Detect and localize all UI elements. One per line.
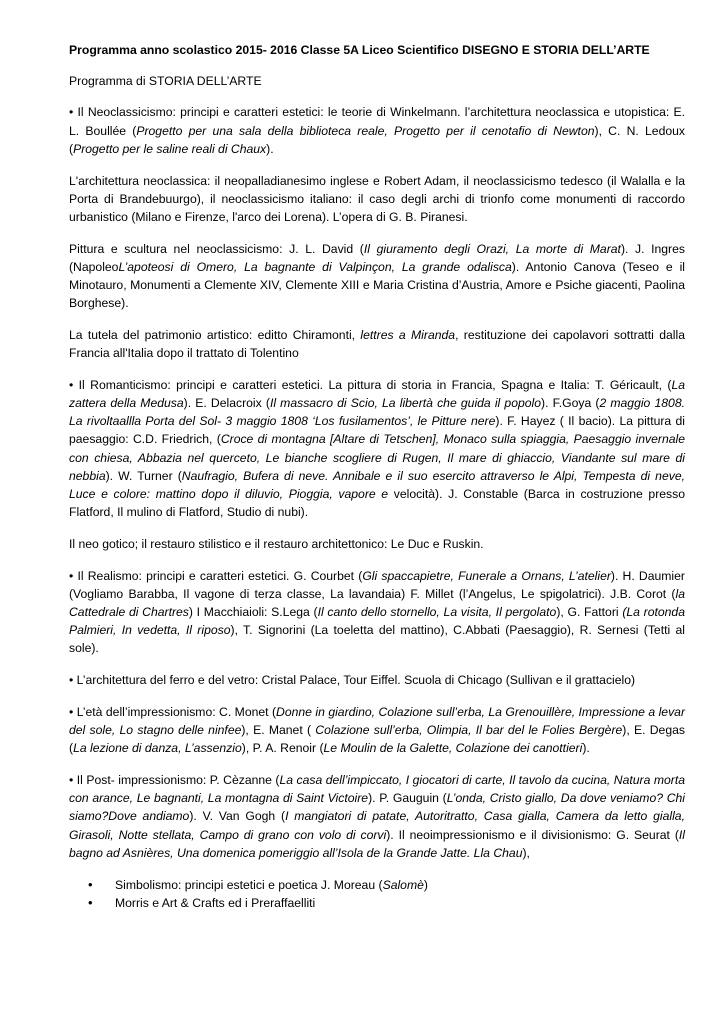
- paragraph-impressionismo: • L’età dell’impressionismo: C. Monet (Donne in giardino, Colazione sull’erba, La Grenouillère, Impressione a levar del sole, Lo stagno delle ninfee), E. Manet ( Colazione sull’erba, Olimpia, Il bar del le Folies Bergère), E. Degas (La lezione di danza, L’assenzio), P. A. Renoir (Le Moulin de la Galette, Colazione dei canottieri).: [69, 704, 685, 756]
- paragraph-neo-gotico: Il neo gotico; il restauro stilistico e il restauro architettonico: Le Duc e Ruskin.: [69, 536, 484, 551]
- paragraph-neoclassicismo: • Il Neoclassicismo: principi e caratteri estetici: le teorie di Winkelmann. l’architettura neoclassica e utopistica: E. L. Boullée (Progetto per una sala della biblioteca reale, Progetto per il cenotafio di Newton), C. N. Ledoux (Progetto per le saline reali di Chaux).: [69, 105, 685, 156]
- list-item: • Simbolismo: principi estetici e poetica J. Moreau (Salomè): [88, 876, 685, 894]
- paragraph-post-impressionismo: • Il Post- impressionismo: P. Cèzanne (La casa dell’impiccato, I giocatori di carte, Il tavolo da cucina, Natura morta con arance, Le bagnanti, La montagna di Saint Victoire). P. Gauguin (L’onda, Cristo giallo, Da dove veniamo? Chi siamo?Dove andiamo). V. Van Gogh (I mangiatori di patate, Autoritratto, Casa gialla, Camera da letto gialla, Girasoli, Notte stellata, Campo di grano con volo di corvi). Il neoimpressionismo e il divisionismo: G. Seurat (Il bagno ad Asnières, Una domenica pomeriggio all’Isola de la Grande Jatte. Lla Chau),: [69, 773, 686, 860]
- document-title: Programma anno scolastico 2015- 2016 Classe 5A Liceo Scientifico DISEGNO E STORIA DELL’ARTE: [69, 43, 650, 57]
- paragraph-tutela-patrimonio: La tutela del patrimonio artistico: editto Chiramonti, lettres a Miranda, restituzione dei capolavori sottratti dalla Francia all'Italia dopo il trattato di Tolentino: [69, 327, 685, 361]
- paragraph-pittura-scultura: Pittura e scultura nel neoclassicismo: J. L. David (Il giuramento degli Orazi, La morte di Marat). J. Ingres (NapoleoL’apoteosi di Omero, La bagnante di Valpinçon, La grande odalisca). Antonio Canova (Teseo e il Minotauro, Monumenti a Clemente XIV, Clemente XIII e Maria Cristina d’Austria, Amore e Psiche giacenti, Paolina Borghese).: [69, 241, 685, 311]
- bullet-list: [69, 876, 685, 912]
- paragraph-architettura-neoclassica: L'architettura neoclassica: il neopalladianesimo inglese e Robert Adam, il neoclassicismo tedesco (il Walalla e la Porta di Brandebuurgo), il neoclassicismo italiano: il caso degli archi di trionfo come monumenti di raccordo urbanistico (Milano e Firenze, l'arco dei Lorena). L’opera di G. B. Piranesi.: [69, 173, 685, 224]
- paragraph-romanticismo: • Il Romanticismo: principi e caratteri estetici. La pittura di storia in Francia, Spagna e Italia: T. Géricault, (La zattera della Medusa). E. Delacroix (Il massacro di Scio, La libertà che guida il popolo). F.Goya (2 maggio 1808. La rivoltaallla Porta del Sol- 3 maggio 1808 ‘Los fusilamentos’, le Pitture nere). F. Hayez ( Il bacio). La pittura di paesaggio: C.D. Friedrich, (Croce di montagna [Altare di Tetschen], Monaco sulla spiaggia, Paesaggio invernale con chiesa, Abbazia nel querceto, Le bianche scogliere di Rugen, Il mare di ghiaccio, Viandante sul mare di nebbia). W. Turner (Naufragio, Bufera di neve. Annibale e il suo esercito attraverso le Alpi, Tempesta di neve, Luce e colore: mattino dopo il diluvio, Pioggia, vapore e velocità). J. Constable (Barca in costruzione presso Flatford, Il mulino di Flatford, Studio di nubi).: [69, 377, 686, 520]
- paragraph-realismo: • Il Realismo: principi e caratteri estetici. G. Courbet (Gli spaccapietre, Funerale a Ornans, L’atelier). H. Daumier (Vogliamo Barabba, Il vagone di terza classe, La lavandaia) F. Millet (l’Angelus, Le spigolatrici). J.B. Corot (la Cattedrale di Chartres) I Macchiaioli: S.Lega (Il canto dello stornello, La visita, Il pergolato), G. Fattori (La rotonda Palmieri, In vedetta, Il riposo), T. Signorini (La toeletta del mattino), C.Abbati (Paesaggio), R. Sernesi (Tetti al sole).: [69, 568, 685, 656]
- paragraph-architettura-ferro-vetro: • L’architettura del ferro e del vetro: Cristal Palace, Tour Eiffel. Scuola di Chicago (Sullivan e il grattacielo): [69, 673, 636, 688]
- section-heading: Programma di STORIA DELL’ARTE: [69, 74, 262, 89]
- list-item: • Morris e Art & Crafts ed i Preraffaelliti: [88, 894, 685, 912]
